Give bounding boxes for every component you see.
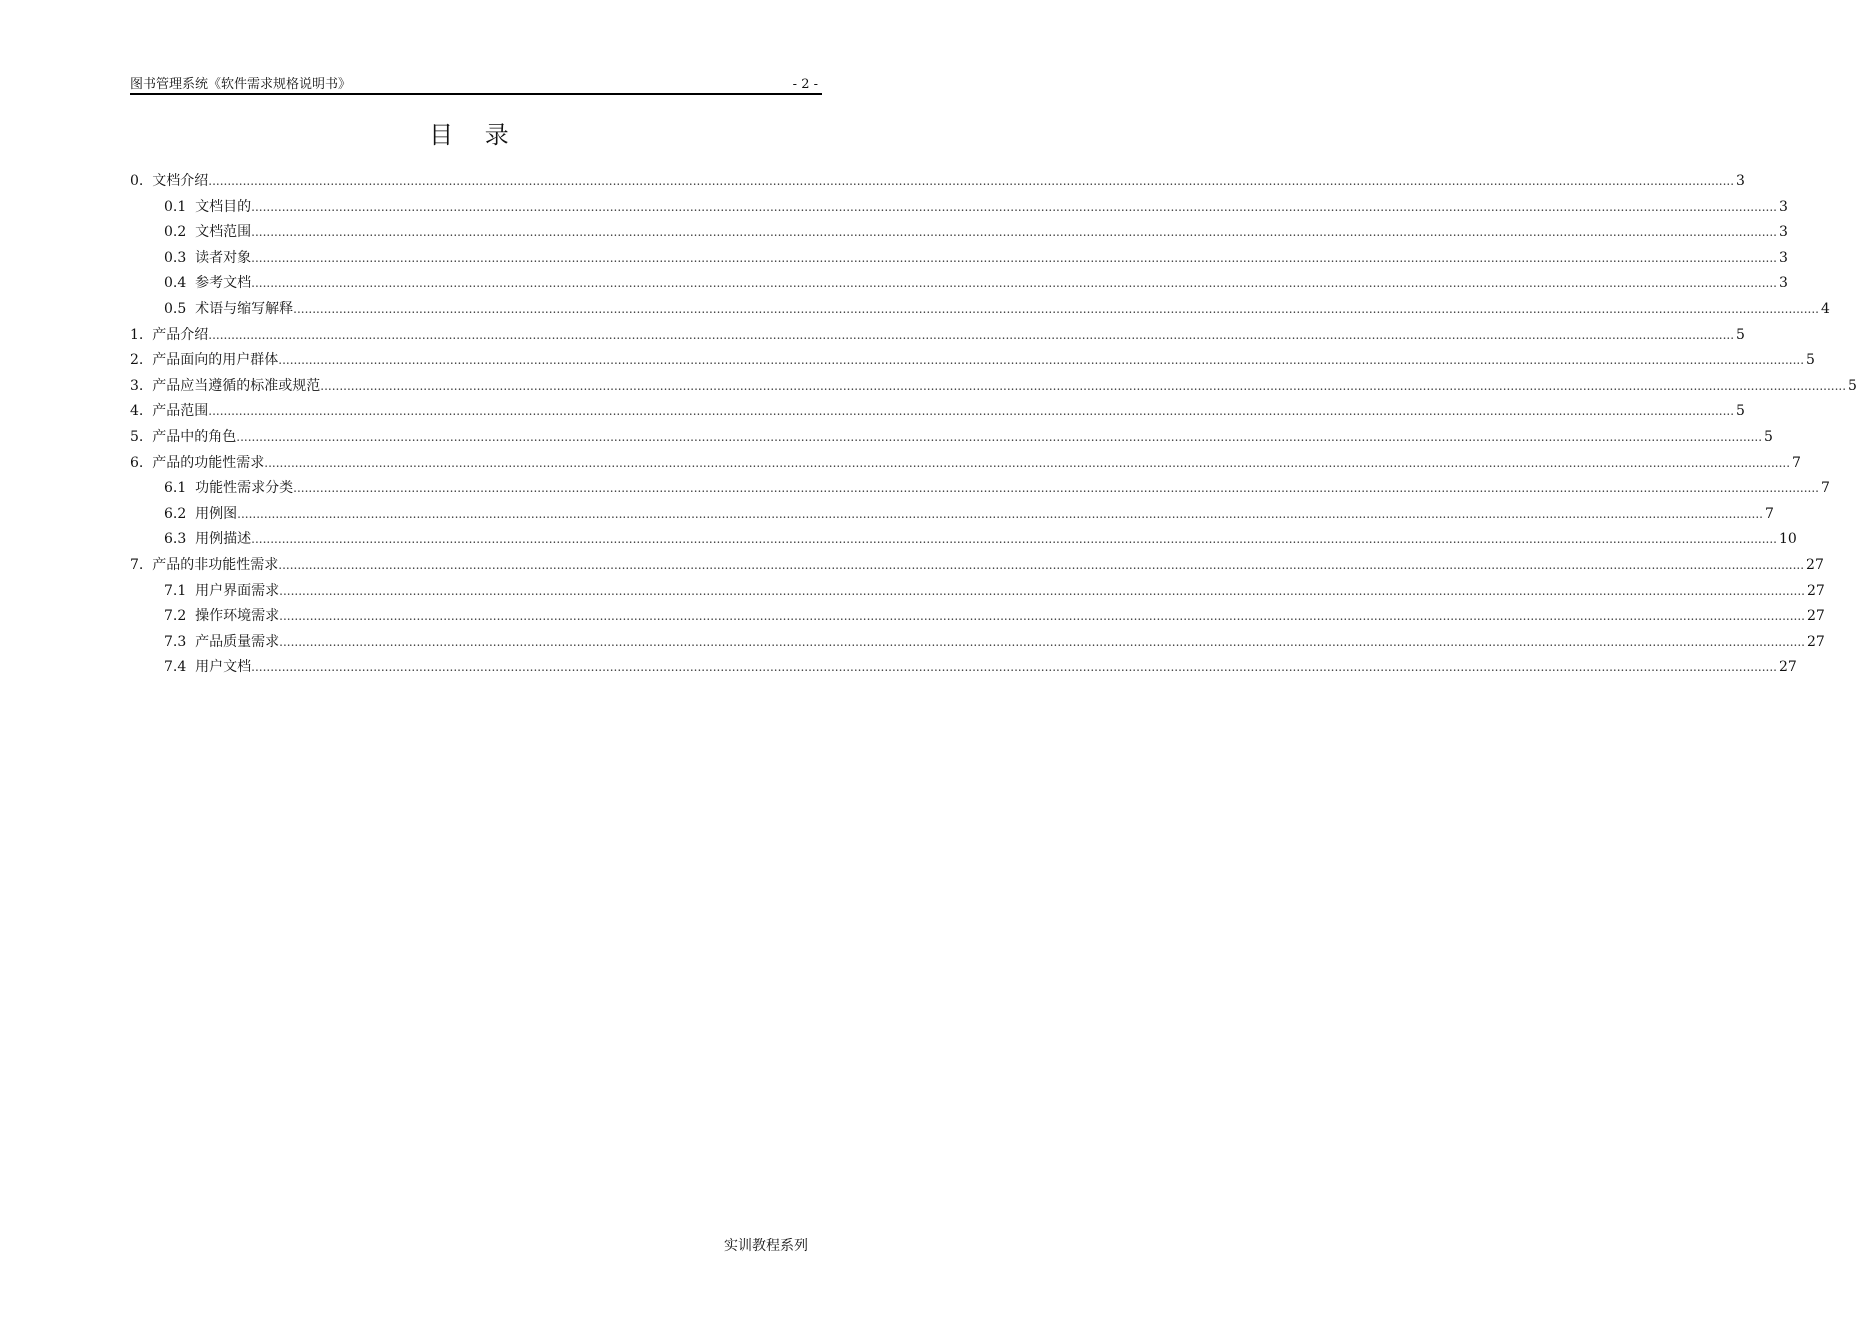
toc-entry[interactable] xyxy=(164,247,1788,269)
toc-dot-leader: ................................................................................................................................................................................................................................................................................................................................................................................................................ xyxy=(251,250,1777,265)
toc-entry-number: 4. xyxy=(130,403,153,420)
toc-entry[interactable] xyxy=(164,605,1825,627)
toc-entry-label: 操作环境需求 xyxy=(195,608,280,625)
header-document-title: 图书管理系统《软件需求规格说明书》 xyxy=(130,77,352,92)
toc-entry[interactable] xyxy=(164,503,1774,525)
toc-entry[interactable] xyxy=(164,477,1830,499)
toc-entry-label: 产品中的角色 xyxy=(152,429,237,445)
toc-entry-label: 产品面向的用户群体 xyxy=(152,352,279,369)
toc-entry-number: 6.2 xyxy=(164,505,196,522)
toc-dot-leader: ................................................................................................................................................................................................................................................................................................................................................................................................................ xyxy=(236,430,1763,444)
toc-entry-page: 3 xyxy=(1736,173,1745,189)
toc-dot-leader: ................................................................................................................................................................................................................................................................................................................................................................................................................ xyxy=(278,353,1805,368)
toc-entry-page: 27 xyxy=(1806,608,1825,625)
toc-entry[interactable] xyxy=(130,400,1745,422)
toc-entry-page: 3 xyxy=(1778,198,1788,215)
toc-entry-number: 5. xyxy=(130,429,153,445)
toc-entry-page: 3 xyxy=(1778,249,1788,266)
toc-entry-label: 术语与缩写解释 xyxy=(195,301,294,317)
toc-entry-page: 5 xyxy=(1736,403,1745,420)
toc-entry[interactable] xyxy=(130,426,1773,448)
toc-dot-leader: ................................................................................................................................................................................................................................................................................................................................................................................................................ xyxy=(251,532,1777,547)
toc-entry-number: 6.1 xyxy=(164,480,196,497)
toc-entry-label: 产品应当遵循的标准或规范 xyxy=(152,377,321,394)
toc-entry-number: 6. xyxy=(130,454,153,471)
toc-entry-label: 产品的功能性需求 xyxy=(152,454,265,471)
header-page-number: - 2 - xyxy=(792,77,818,92)
toc-entry[interactable] xyxy=(164,631,1825,653)
toc-entry-page: 3 xyxy=(1778,275,1788,292)
toc-entry-label: 文档目的 xyxy=(195,198,252,215)
toc-entry-page: 27 xyxy=(1806,557,1824,573)
toc-entry-number: 0.3 xyxy=(164,249,196,266)
toc-entry[interactable] xyxy=(130,324,1745,346)
toc-entry-label: 用例图 xyxy=(195,505,238,522)
toc-entry-page: 10 xyxy=(1778,531,1797,548)
toc-entry-page: 5 xyxy=(1764,429,1773,445)
toc-entry-label: 产品介绍 xyxy=(152,326,209,343)
toc-dot-leader: ................................................................................................................................................................................................................................................................................................................................................................................................................ xyxy=(279,609,1805,624)
page-header xyxy=(130,76,822,94)
toc-entry-page: 7 xyxy=(1764,505,1774,522)
toc-dot-leader: ................................................................................................................................................................................................................................................................................................................................................................................................................ xyxy=(237,506,1763,521)
toc-entry-label: 产品的非功能性需求 xyxy=(152,557,279,573)
toc-entry-number: 0.1 xyxy=(164,198,196,215)
toc-entry-label: 读者对象 xyxy=(195,249,252,266)
toc-dot-leader: ................................................................................................................................................................................................................................................................................................................................................................................................................ xyxy=(264,455,1791,470)
toc-entry[interactable] xyxy=(164,580,1825,602)
toc-dot-leader: ................................................................................................................................................................................................................................................................................................................................................................................................................ xyxy=(293,302,1819,316)
toc-dot-leader: ................................................................................................................................................................................................................................................................................................................................................................................................................ xyxy=(251,660,1777,675)
toc-entry-number: 7.4 xyxy=(164,659,196,676)
toc-dot-leader: ................................................................................................................................................................................................................................................................................................................................................................................................................ xyxy=(251,276,1777,291)
toc-entry-page: 3 xyxy=(1778,224,1788,241)
toc-entry-number: 1. xyxy=(130,326,153,343)
toc-entry-label: 产品质量需求 xyxy=(195,633,280,650)
toc-entry-number: 3. xyxy=(130,377,153,394)
toc-entry-label: 用例描述 xyxy=(195,531,252,548)
toc-entry-page: 27 xyxy=(1806,582,1825,599)
toc-entry-number: 2. xyxy=(130,352,153,369)
toc-dot-leader: ................................................................................................................................................................................................................................................................................................................................................................................................................ xyxy=(208,174,1735,188)
toc-entry-label: 用户界面需求 xyxy=(195,582,280,599)
toc-dot-leader: ................................................................................................................................................................................................................................................................................................................................................................................................................ xyxy=(279,583,1805,598)
toc-entry-label: 用户文档 xyxy=(195,659,252,676)
header-rule xyxy=(130,93,822,95)
toc-entry[interactable] xyxy=(130,170,1745,192)
toc-entry[interactable] xyxy=(164,272,1788,294)
toc-entry[interactable] xyxy=(130,554,1824,576)
toc-entry-number: 0.5 xyxy=(164,301,196,317)
toc-entry[interactable] xyxy=(164,221,1788,243)
toc-entry-label: 产品范围 xyxy=(152,403,209,420)
toc-entry-number: 0.4 xyxy=(164,275,196,292)
toc-dot-leader: ................................................................................................................................................................................................................................................................................................................................................................................................................ xyxy=(208,327,1735,342)
toc-entry-label: 参考文档 xyxy=(195,275,252,292)
toc-dot-leader: ................................................................................................................................................................................................................................................................................................................................................................................................................ xyxy=(320,378,1847,393)
footer-series-label: 实训教程系列 xyxy=(724,1238,808,1254)
toc-title: 目 录 xyxy=(429,121,521,149)
toc-entry-number: 6.3 xyxy=(164,531,196,548)
toc-entry[interactable] xyxy=(164,656,1797,678)
toc-dot-leader: ................................................................................................................................................................................................................................................................................................................................................................................................................ xyxy=(208,404,1735,419)
toc-entry[interactable] xyxy=(130,375,1857,397)
toc-entry[interactable] xyxy=(164,196,1788,218)
toc-entry[interactable] xyxy=(130,349,1815,371)
toc-entry-number: 0. xyxy=(130,173,153,189)
toc-entry-page: 5 xyxy=(1848,377,1857,394)
toc-entry[interactable] xyxy=(130,452,1801,474)
toc-entry[interactable] xyxy=(164,298,1830,320)
toc-dot-leader: ................................................................................................................................................................................................................................................................................................................................................................................................................ xyxy=(251,199,1777,214)
toc-entry-page: 27 xyxy=(1778,659,1797,676)
toc-entry-number: 7.3 xyxy=(164,633,196,650)
toc-entry-label: 功能性需求分类 xyxy=(195,480,294,497)
toc-dot-leader: ................................................................................................................................................................................................................................................................................................................................................................................................................ xyxy=(279,634,1805,649)
toc-entry-page: 5 xyxy=(1806,352,1815,369)
toc-dot-leader: ................................................................................................................................................................................................................................................................................................................................................................................................................ xyxy=(293,481,1819,496)
toc-entry-page: 5 xyxy=(1736,326,1745,343)
toc-entry-number: 0.2 xyxy=(164,224,196,241)
toc-entry-number: 7.2 xyxy=(164,608,196,625)
toc-dot-leader: ................................................................................................................................................................................................................................................................................................................................................................................................................ xyxy=(251,225,1777,240)
toc-dot-leader: ................................................................................................................................................................................................................................................................................................................................................................................................................ xyxy=(278,558,1805,572)
toc-entry-label: 文档范围 xyxy=(195,224,252,241)
toc-entry-page: 27 xyxy=(1806,633,1825,650)
toc-entry-number: 7. xyxy=(130,557,153,573)
toc-entry-page: 4 xyxy=(1820,301,1830,317)
toc-entry-page: 7 xyxy=(1792,454,1801,471)
toc-entry-number: 7.1 xyxy=(164,582,196,599)
toc-entry-label: 文档介绍 xyxy=(152,173,209,189)
toc-entry[interactable] xyxy=(164,528,1797,550)
toc-entry-page: 7 xyxy=(1820,480,1830,497)
